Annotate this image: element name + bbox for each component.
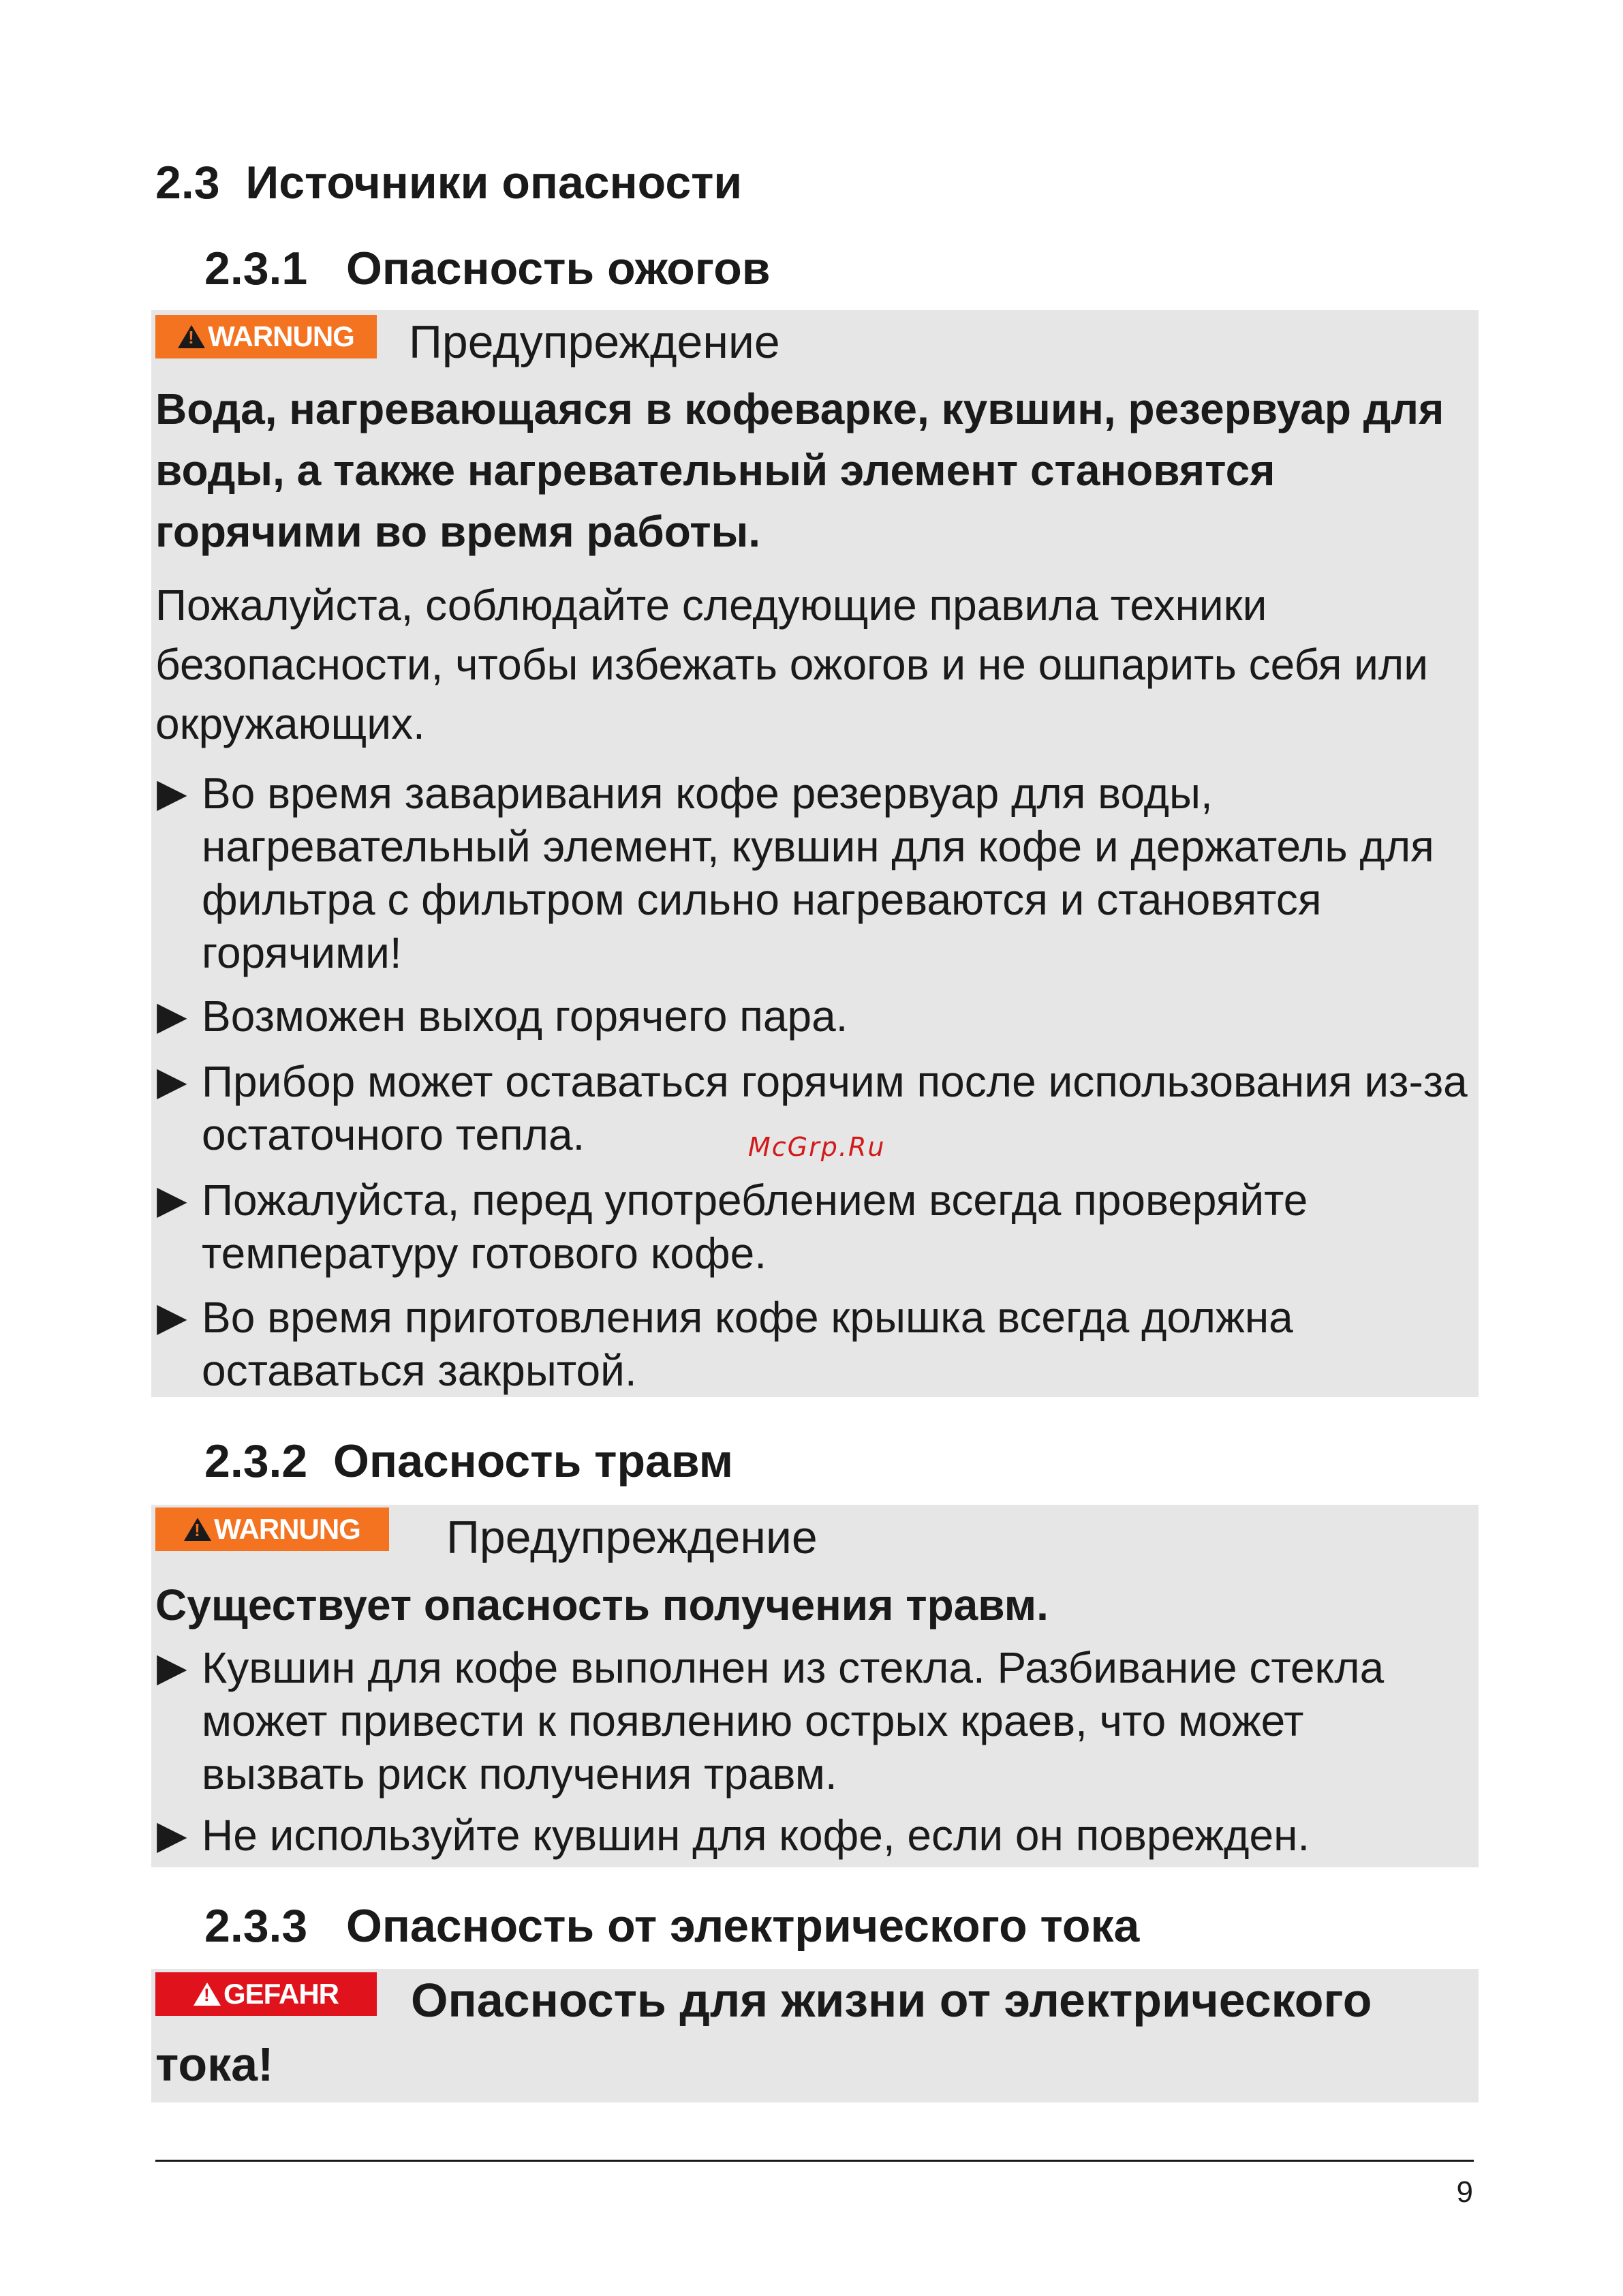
list-item: ▶ Пожалуйста, перед употреблением всегда проверяйте температуру готового кофе.	[157, 1174, 1475, 1280]
signal-word: Предупреждение	[446, 1512, 818, 1563]
danger-lead: Опасность для жизни от электрического тока!	[155, 1974, 1372, 2091]
subsection-title: Опасность ожогов	[345, 243, 771, 294]
bullet-arrow-icon: ▶	[157, 994, 187, 1038]
bullet-arrow-icon: ▶	[157, 1178, 187, 1222]
subsection-heading-burns	[204, 241, 771, 296]
bullet-arrow-icon: ▶	[157, 1813, 187, 1857]
warning-lead: Существует опасность получения травм.	[155, 1580, 1049, 1629]
section-heading	[155, 155, 742, 210]
subsection-number: 2.3.2	[204, 1435, 308, 1487]
footer-rule	[155, 2160, 1474, 2162]
bullet-arrow-icon: ▶	[157, 1645, 187, 1689]
warning-triangle-icon	[178, 325, 205, 348]
danger-badge-label: GEFAHR	[223, 1978, 339, 2010]
warning-lead: Вода, нагревающаяся в кофеварке, кувшин, резервуар для воды, а также нагревательный элемент становятся горячими во время работы.	[155, 384, 1444, 556]
list-item: ▶ Прибор может оставаться горячим после использования из-за остаточного тепла.	[157, 1055, 1475, 1161]
bullet-arrow-icon: ▶	[157, 771, 187, 815]
warning-badge	[155, 315, 377, 358]
subsection-number: 2.3.1	[204, 243, 308, 294]
warning-intro: Пожалуйста, соблюдайте следующие правила техники безопасности, чтобы избежать ожогов и не ошпарить себя или окружающих.	[155, 581, 1428, 748]
list-item: ▶ Возможен выход горячего пара.	[157, 990, 1475, 1043]
warning-badge	[155, 1507, 389, 1551]
subsection-heading-electric	[204, 1899, 1139, 1953]
list-item: ▶ Во время заваривания кофе резервуар для воды, нагревательный элемент, кувшин для кофе и держатель для фильтра с фильтром сильно нагреваются и становятся горячими!	[157, 767, 1475, 979]
section-number: 2.3	[155, 157, 220, 209]
subsection-number: 2.3.3	[204, 1900, 308, 1952]
bullet-arrow-icon: ▶	[157, 1059, 187, 1103]
list-item: ▶ Кувшин для кофе выполнен из стекла. Разбивание стекла может привести к появлению острых краев, что может вызвать риск получения травм.	[157, 1641, 1475, 1801]
subsection-title: Опасность травм	[333, 1435, 734, 1487]
list-item: ▶ Во время приготовления кофе крышка всегда должна оставаться закрытой.	[157, 1291, 1475, 1397]
page-number: 9	[1456, 2175, 1473, 2209]
warning-badge-label: WARNUNG	[208, 320, 354, 352]
warning-triangle-icon	[184, 1518, 211, 1541]
section-title: Источники опасности	[245, 157, 743, 209]
bullet-arrow-icon: ▶	[157, 1295, 187, 1339]
signal-word: Предупреждение	[409, 316, 780, 368]
list-item: ▶ Не используйте кувшин для кофе, если он поврежден.	[157, 1809, 1475, 1862]
subsection-title: Опасность от электрического тока	[345, 1900, 1140, 1952]
subsection-heading-injury	[204, 1434, 733, 1488]
watermark: McGrp.Ru	[748, 1132, 886, 1162]
warning-badge-label: WARNUNG	[214, 1513, 360, 1545]
